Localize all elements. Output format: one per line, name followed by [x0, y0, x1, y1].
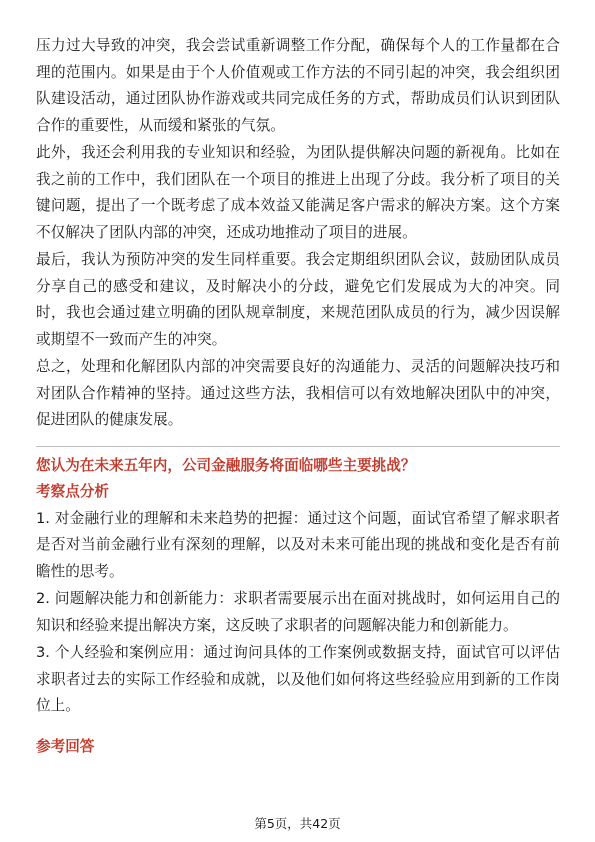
section-divider [36, 446, 560, 447]
question-heading: 您认为在未来五年内，公司金融服务将面临哪些主要挑战？ [36, 456, 416, 474]
body-paragraph: 压力过大导致的冲突，我会尝试重新调整工作分配，确保每个人的工作量都在合理的范围内。如果是由于个人价值观或工作方法的不同引起的冲突，我会组织团队建设活动，通过团队协作游戏或共同完成任务的方式，帮助成员们认识到团队合作的重要性，从而缓和紧张的气氛。 [36, 37, 560, 134]
document-page [36, 33, 560, 760]
body-paragraph: 此外，我还会利用我的专业知识和经验，为团队提供解决问题的新视角。比如在我之前的工作中，我们团队在一个项目的推进上出现了分歧。我分析了项目的关键问题，提出了一个既考虑了成本效益又能满足客户需求的解决方案。这个方案不仅解决了团队内部的冲突，还成功地推动了项目的进展。 [36, 144, 560, 241]
analysis-heading: 考察点分析 [36, 482, 109, 500]
analysis-item: 3. 个人经验和案例应用：通过询问具体的工作案例或数据支持，面试官可以评估求职者过去的实际工作经验和成就，以及他们如何将这些经验应用到新的工作岗位上。 [36, 644, 560, 714]
analysis-item: 1. 对金融行业的理解和未来趋势的把握：通过这个问题，面试官希望了解求职者是否对当前金融行业有深刻的理解，以及对未来可能出现的挑战和变化是否有前瞻性的思考。 [36, 509, 560, 580]
body-paragraph: 最后，我认为预防冲突的发生同样重要。我会定期组织团队会议，鼓励团队成员分享自己的感受和建议，及时解决小的分歧，避免它们发展成为大的冲突。同时，我也会通过建立明确的团队规章制度，来规范团队成员的行为，减少因误解或期望不一致而产生的冲突。 [36, 251, 560, 348]
analysis-item: 2. 问题解决能力和创新能力：求职者需要展示出在面对挑战时，如何运用自己的知识和经验来提出解决方案，这反映了求职者的问题解决能力和创新能力。 [36, 590, 560, 634]
answer-heading: 参考回答 [36, 737, 95, 755]
page-number: 第5页，共42页 [254, 816, 341, 831]
body-paragraph: 总之，处理和化解团队内部的冲突需要良好的沟通能力、灵活的问题解决技巧和对团队合作精神的坚持。通过这些方法，我相信可以有效地解决团队中的冲突，促进团队的健康发展。 [36, 358, 560, 428]
